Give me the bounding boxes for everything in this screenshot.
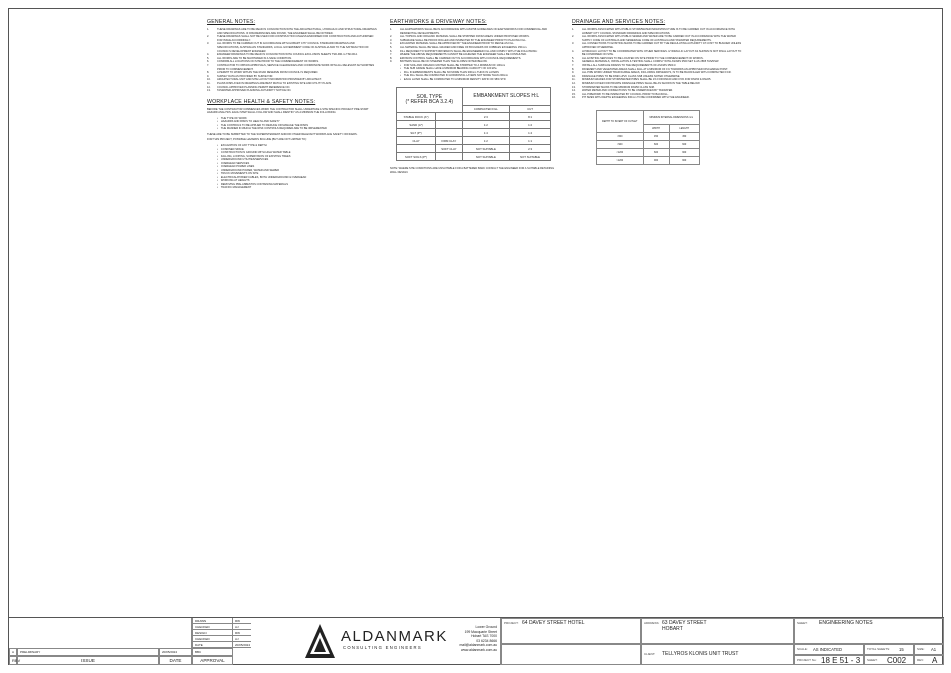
soil-cell-type: SOFT SOILS (P*) (397, 153, 436, 161)
gen-note-item: 9. SURVEY DATA AS PROVIDED BY SURVEYOR. (207, 74, 274, 78)
compacted-fill-header: COMPACTED FILL (462, 106, 510, 113)
address-line-2: HOBART (662, 626, 683, 632)
soil-cell-sub: FIRM CLAY (436, 137, 462, 145)
dr-note-item: 12. MINIMUM COVER FOR PRIVATE DRAINAGE PIPES SHALL BE AS SHOWN IN THE TABLE BELOW. (572, 81, 701, 85)
drawing-sheet (8, 8, 943, 665)
bullet-item: • THE MANNER IN WHICH THE RISK CONTROLS REQUIRED ARE TO BE IMPLEMENTED (217, 127, 377, 131)
rev-header: REV (9, 656, 17, 665)
ew-note-item: 5. ALL MATERIAL SHALL BE WELL GRADED AND FREE OF BOULDERS OR COBBLES EXCEEDING 150mm. (390, 45, 528, 49)
soil-cell-type (397, 145, 436, 153)
soil-cell-cut: 1:2 (510, 121, 551, 129)
pit-table-row (597, 156, 700, 164)
soil-cell-sub (436, 113, 462, 121)
soil-cell-cut: 8:1 (510, 113, 551, 121)
dr-note-item: 13. STORMWATER MAINS TO BE MINIMUM DN150 CLASS SN8. (572, 85, 655, 89)
aldanmark-logo-icon (303, 622, 337, 660)
sign-rows (192, 618, 251, 648)
bullet-item: • WORKING AT HEIGHTS (217, 179, 377, 183)
client-cell: CLIENT: TELLYROS KLONIS UNIT TRUST (641, 644, 794, 665)
soil-cell-sub (436, 121, 462, 129)
rev-value: A (9, 648, 17, 656)
soil-cell-type: SAND (A*) (397, 121, 436, 129)
soil-cell-cut: 1:1 (510, 137, 551, 145)
gen-note-item: 3. ALL WORKS TO BE CARRIED OUT IN ACCORDANCE WITH HOBART CITY COUNCIL STANDARD DRAWINGS AND SPECIFICATIONS, AUSTRALIAN STANDARDS, LOCAL GOVERNMENT CODE OF AUSTRALIA AND TO THE SATISFACTION OF COUNCIL'S DEVELOPMENT ENGINEER. (207, 42, 369, 53)
soil-table-row (397, 121, 551, 129)
bullet-item: • UNDERGROUND UTILITIES/SERVICES (217, 158, 377, 162)
project-no-cell: PROJECT No: 18 E 51 - 3 (794, 655, 864, 665)
general-notes-list (207, 28, 377, 93)
bullet-item: • OVERHEAD SERVICES (217, 162, 377, 166)
whs-bullets (217, 117, 377, 131)
ew-note-item: 6. FILL REQUIRED TO SUPPORT DRIVEWAYS SHALL BE ENGINEERED FILL AND COMPLY WITH THE FOLLOWING: (390, 49, 538, 53)
size-cell: SIZE: A1 (914, 644, 944, 655)
whs-hazards (217, 144, 377, 190)
sheet-no-cell: SHEET: C002 (864, 655, 914, 665)
soil-cell-compacted: NOT SUITABLE (462, 145, 510, 153)
address-line-1: 63 DAVEY STREET (662, 620, 707, 626)
soil-table-row (397, 145, 551, 153)
bullet-item: • REMOVING PRE-ASBESTOS CONTAINING MATERIALS (217, 183, 377, 187)
soil-table-row (397, 129, 551, 137)
gen-note-item: 2. THESE DRAWINGS SHALL NOT BE USED FOR CONSTRUCTION UNLESS ENDORSED FOR CONSTRUCTION AND AUTHORISED FOR ISSUE ACCORDINGLY. (207, 35, 374, 42)
bullet-item: • UNDERGROUND POWER, WATER AND SEWER (217, 169, 377, 173)
min-dimension-header: MINIMUM INTERNAL DIMENSIONS mm (643, 110, 699, 124)
sheet-title: ENGINEERING NOTES (819, 620, 873, 626)
pit-cell-length: 600 (669, 140, 699, 148)
sign-row: CHECKED AJ (192, 624, 251, 630)
gen-note-item: 5. ALL WORKS ARE TO BE MAINTAINED IN A SAFE CONDITION. (207, 56, 292, 60)
issue-header: ISSUE (17, 656, 159, 665)
approval-value: BBC (192, 648, 233, 656)
sign-row: DESIGN RW (192, 630, 251, 636)
pit-cell-depth: <600 (597, 132, 644, 140)
rev-cell: REV: A (914, 655, 944, 665)
soil-cell-sub (436, 129, 462, 137)
ew-note-item: 9. BATTERS SHALL BE NO STEEPER THAN THE SLOPES NOTED BELOW. (390, 60, 488, 64)
soil-cell-compacted: 1:2 (462, 121, 510, 129)
gen-note-item: 7. CONTRACTOR TO OBTAIN APPROVALS, SERVICE CLEARANCES AND COORDINATE WORK WITH ALL RELEVANT AUTHORITIES PRIOR TO COMMENCEMENT. (207, 63, 375, 71)
logo-area (251, 618, 501, 665)
pit-cell-length: 450 (669, 132, 699, 140)
ew-note-item: 3. SUBGRADE SHALL BE PROOF ROLLED AND INSPECTED BY THE ENGINEER PRIOR TO PLACING FILL. (390, 38, 527, 42)
drainage-notes-list (572, 28, 742, 100)
size-value: A1 (931, 647, 937, 652)
earthworks-notes-heading: EARTHWORKS & DRIVEWAY NOTES: (390, 19, 487, 25)
width-header: WIDTH (643, 124, 669, 132)
bullet-item: • THE FILL SHALL BE COMPACTED IN HORIZONTAL LAYERS NOT MORE THAN 200mm (400, 74, 560, 78)
bullet-item: • EXCAVATION OF ANY TYPE & DEPTH (217, 144, 377, 148)
gen-note-item: 1. THESE DRAWINGS ARE TO BE READ IN CONJUNCTION WITH THE ARCHITECTURAL, HYDRAULIC AND STRUCTURAL DRAWINGS AND SPECIFICATIONS. IF DISCREPANCIES ARE FOUND, THE ENGINEER SHALL BE NOTIFIED. (207, 28, 377, 35)
dr-note-item: 16. PIT SIZES WITH DEPTH EXCEEDING 600mm TO BE CONFIRMED WITH THE ENGINEER. (572, 96, 690, 100)
earthworks-notes-column (390, 19, 560, 177)
soil-cell-type: SILT (P*) (397, 129, 436, 137)
whs-notes-heading: WORKPLACE HEALTH & SAFETY NOTES: (207, 98, 316, 105)
pit-cell-width: 600 (643, 148, 669, 156)
address-line: 03 6234 8666 (476, 638, 497, 643)
gen-note-item: 13. TASWATER APPROVED PLANNING AUTHORITY NOTICE NO. (207, 89, 292, 93)
scale-value: AS INDICATED (813, 647, 843, 652)
soil-cell-cut: NOT SUITABLE (510, 153, 551, 161)
embankment-header: EMBANKMENT SLOPES H:L (462, 88, 550, 106)
project-no-value: 18 E 51 - 3 (821, 656, 861, 665)
bullet-item: • ELECTRICAL/POWER CABLES, BOTH UNDERGROUND & OVERHEAD (217, 176, 377, 180)
title-block (9, 617, 944, 664)
gen-note-item: 4. ENGINEER DRAWINGS TO BE READ IN CONJUNCTION WITH COUNCIL EXCLUSION SHEETS TSD-R01 to TSD-R14. (207, 53, 358, 57)
dr-note-item: 8. PAVEMENT AND VEGETATED AREAS SHALL FALL AT A MINIMUM OF 1% TOWARDS AN APPROVED DISCHARGE POINT. (572, 67, 729, 71)
issue-value: PRELIMINARY (17, 648, 159, 656)
ew-note-item: 1. ALL EARTHWORKS SHALL BE IN ACCORDANCE WITH AS3798 GUIDELINES ON EARTHWORKS FOR COMMERCIAL AND RESIDENTIAL DEVELOPMENTS. (390, 28, 548, 35)
dr-note-item: 9. ALL PIPE WORK UNDER TRAFFICABLE AREAS, INCLUDING DRIVEWAYS, IS TO BE BACKFILLED WITH COMPACTED FCR. (572, 71, 732, 75)
bullet-item: • THE SUB GRADE SHALL HAVE A MINIMUM BEARING CAPACITY OF 100 kPa (400, 67, 560, 71)
sign-row: DRAWN RW (192, 618, 251, 624)
bullet-item: • CONSTRUCTION IN GROUND WITH HIGH WATER TABLE (217, 151, 377, 155)
pit-cell-length: 900 (669, 156, 699, 164)
company-sub: CONSULTING ENGINEERS (343, 645, 422, 650)
soil-table-row (397, 113, 551, 121)
client-name: TELLYROS KLONIS UNIT TRUST (662, 651, 739, 657)
soil-cell-type: CLAY (397, 137, 436, 145)
ew-note-item: 7. WHERE THE ABOVE REQUIREMENTS CANNOT BE ACHIEVED THE ENGINEER SHALL BE CONSULTED. (390, 53, 527, 57)
ew-note-item: 2. ALL TOPSOIL AND ORGANIC MATERIAL SHALL BE STRIPPED FROM AREAS UNDER PROPOSED WORKS. (390, 35, 530, 39)
general-notes-heading: GENERAL NOTES: (207, 19, 256, 25)
date-value: 20/05/2024 (159, 648, 192, 656)
bullet-item: • FALLING, LOOPING, SUPERVISION OF EXISTING TREES (217, 155, 377, 159)
gen-note-item: 12. COUNCIL APPROVED PLANNING PERMIT REFERENCE NO. (207, 85, 291, 89)
gen-note-item: 10. ARCHITECTURAL UNIT AND SITE LAYOUT INFORMATION PROVIDED BY ARCHITECT. (207, 78, 322, 82)
address-cell: ADDRESS: 63 DAVEY STREET HOBART (641, 618, 794, 644)
depth-header: DEPTH TO INVERT OF OUTLET (597, 110, 644, 132)
pit-cell-width: 900 (643, 156, 669, 164)
bullet-item: • HAZARDS AND RISKS TO HEALTH AND SAFETY (217, 120, 377, 124)
address-line: www.aldanmark.com.au (461, 647, 497, 652)
sheet-no-value: C002 (887, 656, 907, 665)
soil-table (396, 87, 551, 161)
total-sheets-cell: TOTAL SHEETS: 15 (864, 644, 914, 655)
soil-type-header: SOIL TYPE (* REFER BCA 3.2.4) (397, 88, 463, 113)
drainage-notes-heading: DRAINAGE AND SERVICES NOTES: (572, 19, 666, 25)
company-address (447, 625, 497, 652)
soil-cell-compacted: 2:3 (462, 113, 510, 121)
dr-note-item: 5. ALL EXISTING SERVICES TO BE LOCATED ON SITE PRIOR TO THE COMMENCEMENT OF WORKS. (572, 56, 704, 60)
address-line: 199 Macquarie Street (464, 629, 497, 634)
soil-cell-sub: SOFT CLAY (436, 145, 462, 153)
bullet-item: • TRUCK MOVEMENTS ON SITE (217, 172, 377, 176)
bullet-item: • THE TYPE OF WORK (217, 117, 377, 121)
dr-note-item: 11. MINIMUM GRADES FOR STORMWATER PIPES SHALL BE 1% FOR DN100 AND 0.5% FOR DN150 & DN225. (572, 78, 712, 82)
pit-cell-depth: <900 (597, 140, 644, 148)
address-line: mail@aldanmark.com.au (459, 643, 497, 647)
pit-cell-width: 450 (643, 132, 669, 140)
gen-note-item: 8. A PERMIT TO WORK WITHIN THE ROAD RESERVE FROM COUNCIL IS REQUIRED. (207, 71, 319, 75)
dr-note-item: 14. WATER METER AND CONNECTIONS TO BE UNDERTAKEN BY TASWATER. (572, 89, 674, 93)
drainage-notes-column (572, 19, 742, 165)
pit-cell-depth: <1200 (597, 148, 644, 156)
pit-cell-length: 900 (669, 148, 699, 156)
pit-table-row (597, 140, 700, 148)
whs-intro: BEFORE THE CONTRACTOR COMMENCES WORK THE CONTRACTOR SHALL UNDERTAKE A SITE SPECIFIC PROJECT PRE-START HAZARD ANALYSIS. EACH STEP SHALL FOLLOW AND SHALL IDENTIFY AS A MINIMUM THE FOLLOWING: (207, 107, 369, 115)
company-name: ALDANMARK (341, 628, 448, 645)
bullet-item: • EACH LAYER SHALL BE COMPACTED TO A MINIMUM DENSITY RATIO OF 98% STD (400, 78, 560, 82)
ew-note-item: 4. EXCAVATED MATERIAL SHALL BE APPROVED BY THE ENGINEER PRIOR TO REUSE AS FILL. (390, 42, 515, 46)
earthworks-footer: NOTE: WHERE SITE CONDITIONS ARE UNSUITABLE FOR A BATTERED BANK CONSULT THE ENGINEER FOR A SUITABLE RETAINING WALL DESIGN. (390, 167, 555, 175)
sign-row: CHECKED AJ (192, 636, 251, 642)
whs-intro3: FOR THIS PROJECT, POSSIBLE HAZARDS INCLUDE (BUT ARE NOT LIMITED TO): (207, 138, 307, 142)
pit-cell-depth: >1200 (597, 156, 644, 164)
gen-note-item: 11. PLANS DISPLAYED IN DRAWINGS ARE BEST MATCH TO EXISTING SITE AND UTILITY PLANS. (207, 81, 332, 85)
address-line: Hobart TAS 7000 (471, 634, 497, 638)
dr-note-item: 2. ALL WORKS ASSOCIATED WITH PUBLIC SEWER AND WATER ARE TO BE CARRIED OUT IN ACCORDANCE WITH THE WATER SUPPLY CODE OF AUSTRALIA AND SEWERAGE CODE OF AUSTRALIA AND TASWATER REQUIREMENTS. (572, 35, 736, 42)
scale-cell: SCALE: AS INDICATED (794, 644, 864, 655)
soil-cell-cut: 2:3 (510, 145, 551, 153)
bullet-item: • FOR SOIL AND ORGANIC MATTER SHALL BE STRIPPED TO A MINIMUM OF 100mm (400, 64, 560, 68)
dr-note-item: 15. ALL PIPEWORK TO BE INSPECTED BY COUNCIL PRIOR TO BACKFILL. (572, 92, 669, 96)
total-sheets-value: 15 (899, 647, 904, 652)
whs-intro2: THESE ARE TO BE SUBMITTED TO THE SUPERINTENDENT AND/OR OTHER RELEVANT WORKPLACE SAFETY OFFICERS. (207, 132, 358, 136)
dr-note-item: 7. INSTALL ALL SURFACE DRAINS TO THE REQUIREMENTS OF AS/NZS 3500.3. (572, 63, 677, 67)
dr-note-item: 4. HYDRAULIC LAYOUT TO BE COORDINATED WITH OTHER SERVICES. HYDRAULIC LAYOUT AS SHOWN IS NOT FINAL LAYOUT TO BE CONFIRMED ON SITE. (572, 49, 742, 57)
soil-cell-sub (436, 153, 462, 161)
client-blank (501, 644, 641, 665)
pit-table-row (597, 148, 700, 156)
dr-note-item: 3. ALL CONNECTIONS TO EXISTING MAINS TO BE CARRIED OUT BY THE REGULATING AUTHORITY AT COST TO BUILDER UNLESS APPROVED OTHERWISE. (572, 42, 742, 49)
cut-header: CUT (510, 106, 551, 113)
gen-note-item: 6. CONFIRM ALL LOCATIONS ON SITE PRIOR TO THE COMMENCEMENT OF WORKS. (207, 60, 319, 64)
date-header: DATE (159, 656, 192, 665)
sign-row: DATE 20/05/2024 (192, 642, 251, 648)
sheet-title-cell: SHEET: ENGINEERING NOTES (794, 618, 944, 644)
soil-cell-compacted: NOT SUITABLE (462, 153, 510, 161)
bullet-item: • OVERHEAD POWER LINES (217, 165, 377, 169)
bullet-item: • CONFINED SPACE (217, 148, 377, 152)
dr-note-item: 10. DRAINAGE PIPES TO BE DN90 uPVC CLASS SN8 UNLESS NOTED OTHERWISE. (572, 74, 681, 78)
bullet-item: • FILL IN EMBANKMENTS SHALL BE NO MORE THAN 300mm THICK IN LAYERS (400, 71, 560, 75)
dr-note-item: 6. GENERAL MATERIALS, INSTALLATION & TESTING SHALL COMPLY WITH AS/NZS 3500 SET & AS 2865 TAS/NSW. (572, 60, 720, 64)
soil-cell-cut: 1:4 (510, 129, 551, 137)
soil-cell-compacted: 1:2 (462, 137, 510, 145)
earthworks-fill-bullets (400, 64, 560, 82)
address-line: Lower Ground (475, 625, 497, 629)
soil-cell-type: STABLE ROCK (A*) (397, 113, 436, 121)
project-cell: PROJECT: 64 DAVEY STREET HOTEL (501, 618, 641, 644)
pit-dimension-table (596, 110, 700, 165)
pit-cell-width: 600 (643, 140, 669, 148)
bullet-item: • TRAFFIC MANAGEMENT (217, 186, 377, 190)
dr-note-item: 1. ALL WORKS ASSOCIATED WITH PUBLIC STORMWATER INFRASTRUCTURE IS TO BE CARRIED OUT IN ACCORDANCE WITH HOBART CITY COUNCIL STANDARD DRAWINGS AND SPECIFICATIONS. (572, 28, 735, 35)
approval-header: APPROVAL (192, 656, 233, 665)
project-name: 64 DAVEY STREET HOTEL (522, 620, 585, 626)
soil-table-row (397, 153, 551, 161)
length-header: LENGTH (669, 124, 699, 132)
pit-table-row (597, 132, 700, 140)
earthworks-notes-list (390, 28, 560, 64)
rev-box-value: A (932, 656, 938, 665)
bullet-item: • THE CONTROLS TO BE APPLIED TO REDUCE OR MANAGE THE RISKS (217, 124, 377, 128)
soil-cell-compacted: 1:4 (462, 129, 510, 137)
general-notes-column (207, 19, 377, 190)
soil-table-row (397, 137, 551, 145)
ew-note-item: 8. EROSION CONTROL SHALL BE CARRIED OUT IN ACCORDANCE WITH COUNCIL REQUIREMENTS. (390, 56, 522, 60)
